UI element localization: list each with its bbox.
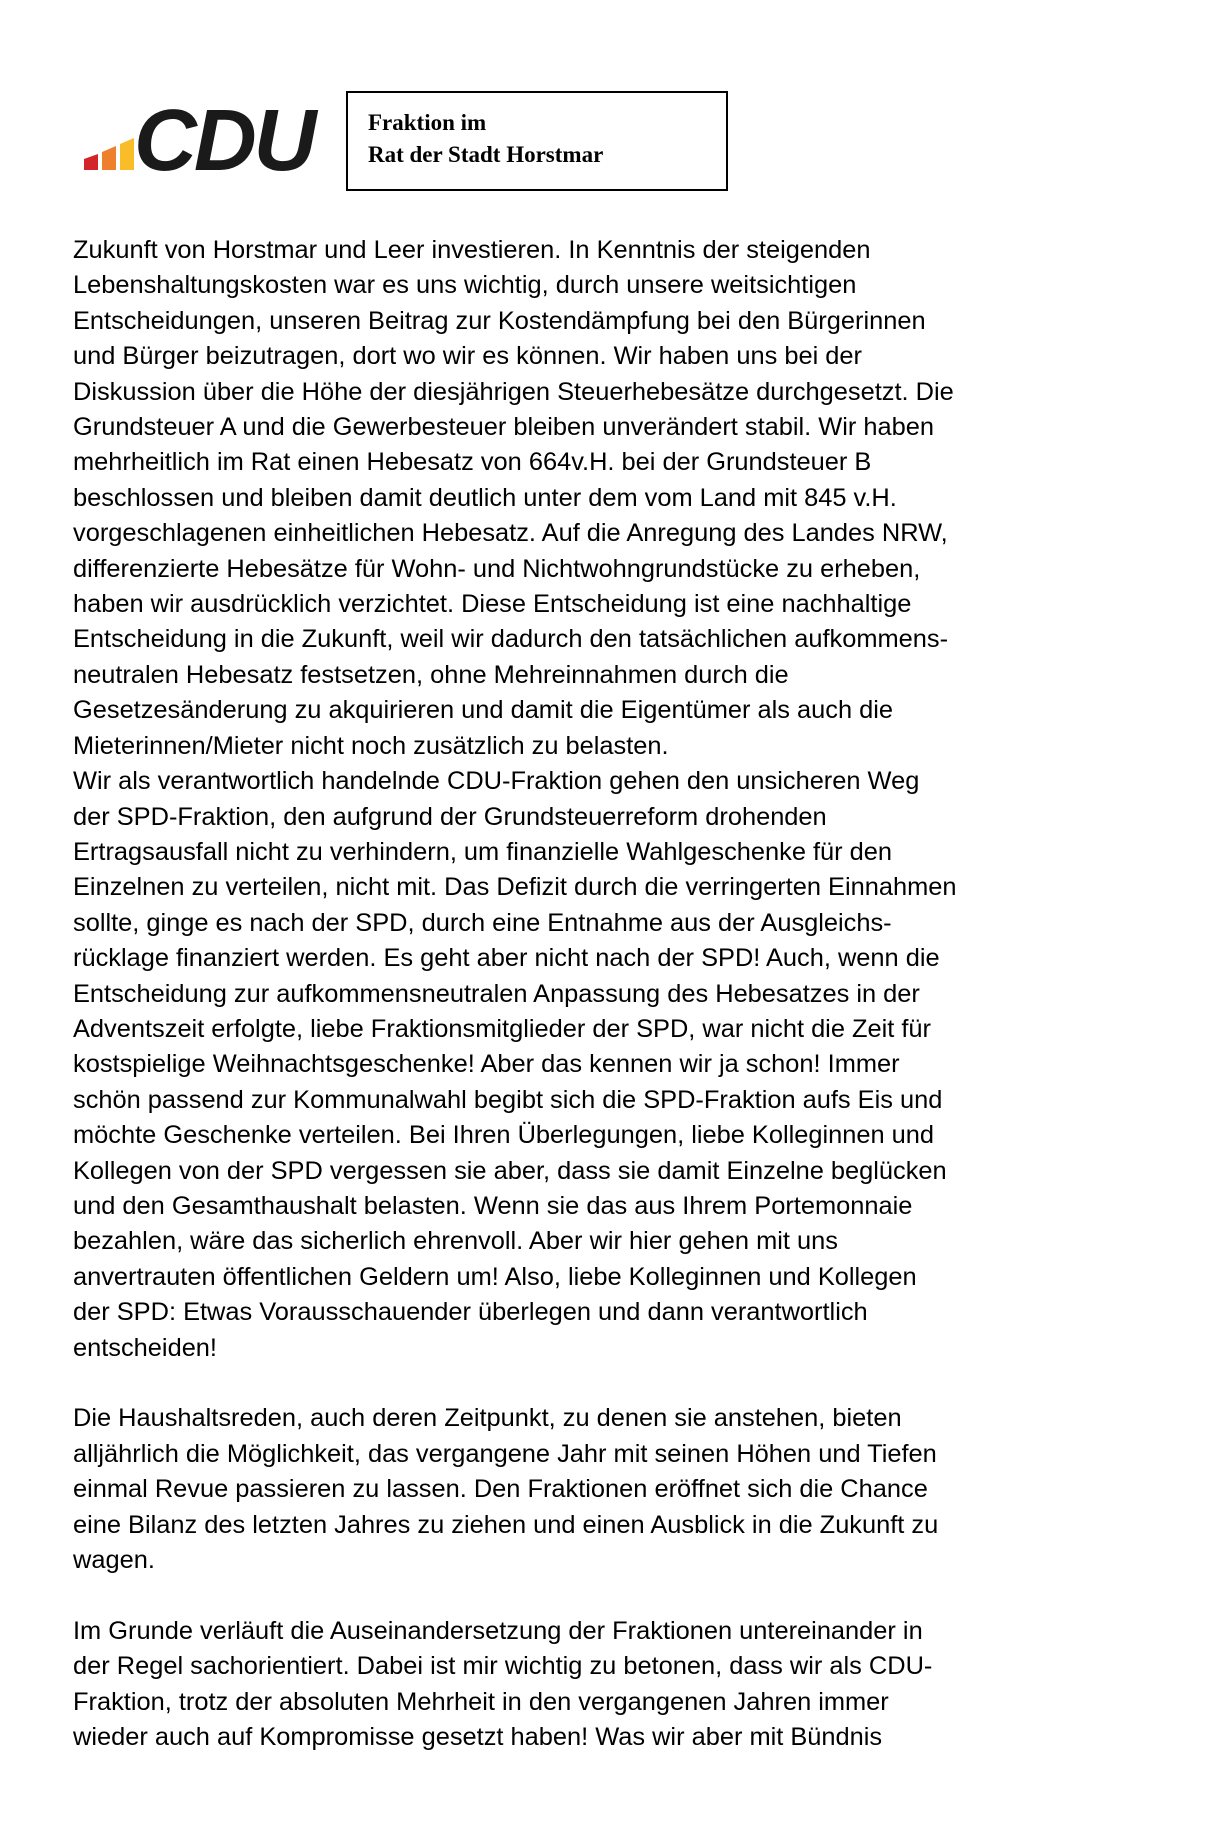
text-line: der SPD-Fraktion, den aufgrund der Grundsteuerreform drohenden — [73, 802, 827, 831]
text-line: mehrheitlich im Rat einen Hebesatz von 664v.H. bei der Grundsteuer B — [73, 448, 872, 477]
text-line: der SPD: Etwas Vorausschauender überlegen und dann verantwortlich — [73, 1298, 868, 1327]
text-line: wieder auch auf Kompromisse gesetzt haben! Was wir aber mit Bündnis — [73, 1723, 883, 1752]
speech-text — [73, 233, 1153, 1755]
text-line: neutralen Hebesatz festsetzen, ohne Mehreinnahmen durch die — [73, 660, 789, 689]
text-line: Diskussion über die Höhe der diesjährigen Steuerhebesätze durchgesetzt. Die — [73, 377, 954, 406]
text-line: Adventszeit erfolgte, liebe Fraktionsmitglieder der SPD, war nicht die Zeit für — [73, 1014, 932, 1043]
text-line: rücklage finanziert werden. Es geht aber nicht nach der SPD! Auch, wenn die — [73, 944, 940, 973]
logo-bar-red — [84, 154, 98, 170]
text-line: Zukunft von Horstmar und Leer investieren. In Kenntnis der steigenden — [73, 236, 871, 264]
cdu-logo — [84, 98, 324, 178]
text-line: und den Gesamthaushalt belasten. Wenn sie das aus Ihrem Portemonnaie — [73, 1191, 913, 1220]
text-line: und Bürger beizutragen, dort wo wir es können. Wir haben uns bei der — [73, 342, 862, 371]
text-line: sollte, ginge es nach der SPD, durch eine Entnahme aus der Ausgleichs- — [73, 908, 892, 937]
text-line: Lebenshaltungskosten war es uns wichtig, durch unsere weitsichtigen — [73, 271, 857, 300]
text-line: bezahlen, wäre das sicherlich ehrenvoll. Aber wir hier gehen mit uns — [73, 1227, 838, 1256]
header-line-1: Fraktion im — [368, 110, 487, 135]
text-line: wagen. — [73, 1546, 155, 1575]
logo-bar-yellow — [120, 138, 134, 170]
text-line: schön passend zur Kommunalwahl begibt sich die SPD-Fraktion aufs Eis und — [73, 1085, 943, 1114]
text-line: kostspielige Weihnachtsgeschenke! Aber das kennen wir ja schon! Immer — [73, 1050, 900, 1079]
logo-wordmark: CDU — [134, 98, 314, 178]
logo-bar-orange — [102, 146, 116, 170]
text-line: der Regel sachorientiert. Dabei ist mir wichtig zu betonen, dass wir als CDU- — [73, 1652, 933, 1681]
text-line: anvertrauten öffentlichen Geldern um! Also, liebe Kolleginnen und Kollegen — [73, 1262, 917, 1291]
text-line: Grundsteuer A und die Gewerbesteuer bleiben unverändert stabil. Wir haben — [73, 413, 934, 442]
text-line: Gesetzesänderung zu akquirieren und damit die Eigentümer als auch die — [73, 696, 894, 725]
text-line: eine Bilanz des letzten Jahres zu ziehen und einen Ausblick in die Zukunft zu — [73, 1510, 939, 1539]
text-line: Ertragsausfall nicht zu verhindern, um finanzielle Wahlgeschenke für den — [73, 837, 893, 866]
text-line: Die Haushaltsreden, auch deren Zeitpunkt, zu denen sie anstehen, bieten — [73, 1404, 902, 1433]
paragraph-gap — [73, 1578, 1153, 1613]
text-line: Kollegen von der SPD vergessen sie aber, dass sie damit Einzelne beglücken — [73, 1156, 947, 1185]
paragraph-gap — [73, 1366, 1153, 1401]
header-line-2: Rat der Stadt Horstmar — [368, 142, 604, 167]
text-line: alljährlich die Möglichkeit, das vergangene Jahr mit seinen Höhen und Tiefen — [73, 1439, 937, 1468]
text-line: Mieterinnen/Mieter nicht noch zusätzlich zu belasten. — [73, 731, 669, 760]
text-line: Im Grunde verläuft die Auseinandersetzung der Fraktionen untereinander in — [73, 1616, 923, 1645]
text-line: Entscheidung zur aufkommensneutralen Anpassung des Hebesatzes in der — [73, 979, 920, 1008]
text-line: Entscheidungen, unseren Beitrag zur Kostendämpfung bei den Bürgerinnen — [73, 306, 926, 335]
text-line: Entscheidung in die Zukunft, weil wir dadurch den tatsächlichen aufkommens- — [73, 625, 949, 654]
text-line: haben wir ausdrücklich verzichtet. Diese Entscheidung ist eine nachhaltige — [73, 590, 912, 619]
text-line: Einzelnen zu verteilen, nicht mit. Das Defizit durch die verringerten Einnahmen — [73, 873, 957, 902]
text-line: einmal Revue passieren zu lassen. Den Fraktionen eröffnet sich die Chance — [73, 1475, 928, 1504]
text-line: beschlossen und bleiben damit deutlich unter dem vom Land mit 845 v.H. — [73, 483, 897, 512]
text-line: Fraktion, trotz der absoluten Mehrheit in den vergangenen Jahren immer — [73, 1687, 889, 1716]
text-line: differenzierte Hebesätze für Wohn- und Nichtwohngrundstücke zu erheben, — [73, 554, 921, 583]
text-line: möchte Geschenke verteilen. Bei Ihren Überlegungen, liebe Kolleginnen und — [73, 1121, 935, 1150]
text-line: entscheiden! — [73, 1333, 217, 1362]
faction-header-box — [346, 91, 728, 191]
text-line: vorgeschlagenen einheitlichen Hebesatz. Auf die Anregung des Landes NRW, — [73, 519, 948, 548]
text-line: Wir als verantwortlich handelnde CDU-Fraktion gehen den unsicheren Weg — [73, 767, 920, 796]
